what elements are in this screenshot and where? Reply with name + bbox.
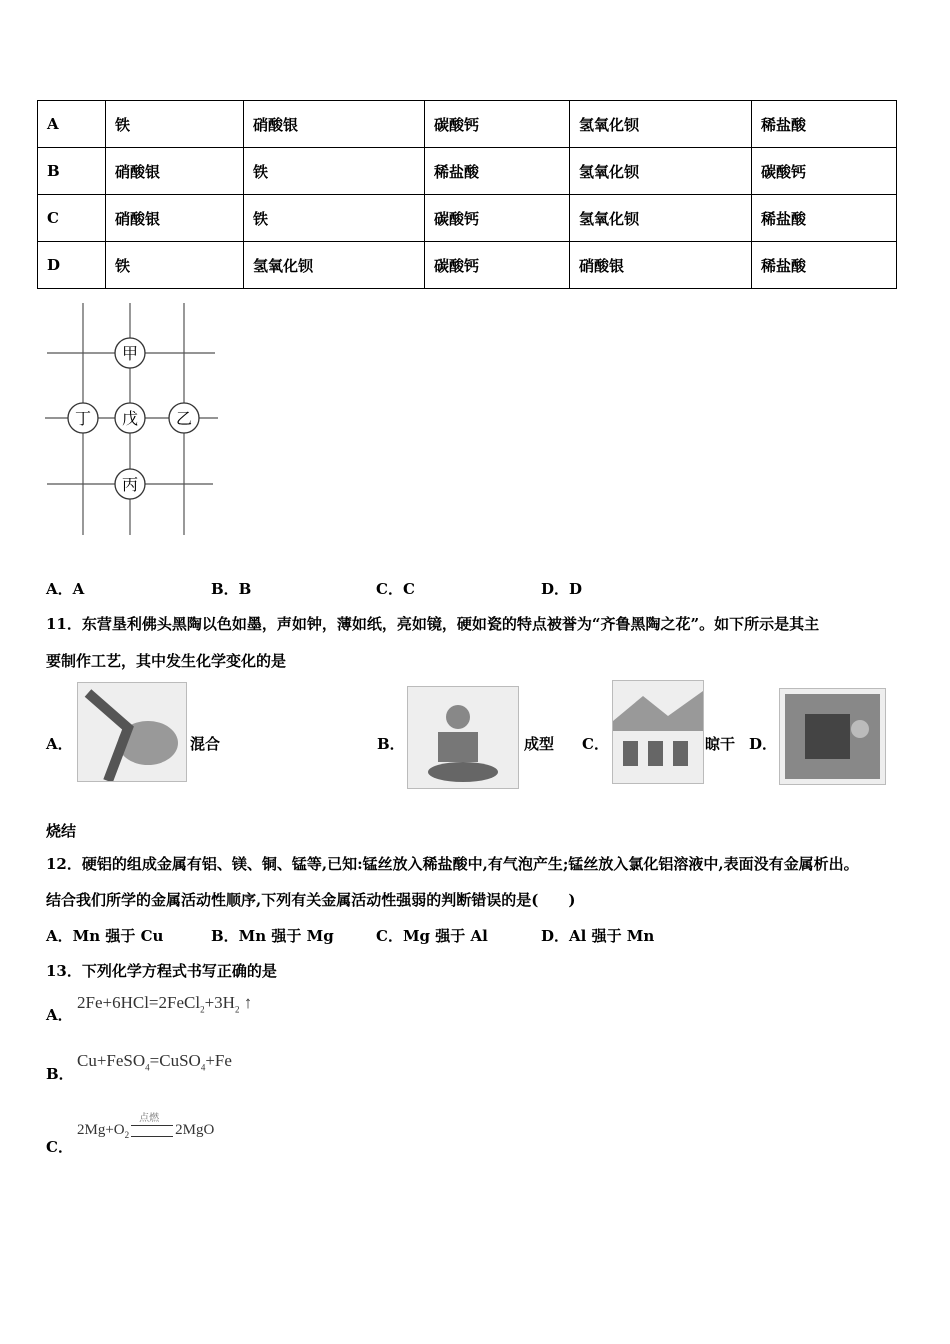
table-cell: 稀盐酸 [752, 195, 897, 242]
node-label: 戊 [121, 409, 139, 428]
table-cell: 硝酸银 [570, 242, 752, 289]
table-cell: 碳酸钙 [752, 148, 897, 195]
q11-option-a-letter[interactable]: A． [46, 735, 73, 753]
table-cell: 硝酸银 [106, 148, 244, 195]
q12-stem-line1: 12．硬铝的组成金属有铝、镁、铜、锰等,已知:锰丝放入稀盐酸中,有气泡产生;锰丝放入氯化铝溶液中,表面没有金属析出。 [46, 855, 859, 873]
q11-option-b-letter[interactable]: B． [377, 735, 405, 753]
answer-option[interactable]: D．Al 强于 Mn [541, 927, 655, 945]
pottery-shaping-image [407, 686, 519, 789]
q13-option-c-letter[interactable]: C． [46, 1138, 73, 1156]
table-cell: 稀盐酸 [425, 148, 570, 195]
row-option-label: D [38, 242, 106, 289]
answer-option[interactable]: A．A [46, 580, 85, 598]
table-cell: 稀盐酸 [752, 242, 897, 289]
table-cell: 氢氧化钡 [570, 101, 752, 148]
pottery-mixing-image [77, 682, 187, 782]
q11-option-c-label: 晾干 [705, 735, 736, 753]
answer-option[interactable]: D．D [541, 580, 583, 598]
table-cell: 稀盐酸 [752, 101, 897, 148]
row-option-label: B [38, 148, 106, 195]
answer-option[interactable]: C．C [376, 580, 415, 598]
table-cell: 碳酸钙 [425, 242, 570, 289]
q11-stem-line2: 要制作工艺，其中发生化学变化的是 [46, 652, 287, 670]
condition-label: 点燃 [139, 1112, 160, 1124]
table-cell: 铁 [106, 242, 244, 289]
table-cell: 硝酸银 [106, 195, 244, 242]
row-option-label: A [38, 101, 106, 148]
q13-equation-b: Cu+FeSO$_4$=CuSO$_4$+Fe [77, 1051, 232, 1073]
table-cell: 碳酸钙 [425, 195, 570, 242]
answer-option[interactable]: B．B [211, 580, 252, 598]
answer-option[interactable]: B．Mn 强于 Mg [211, 927, 334, 945]
reaction-grid-diagram [0, 0, 240, 545]
answer-option[interactable]: C．Mg 强于 Al [376, 927, 488, 945]
q13-option-b-letter[interactable]: B． [46, 1065, 74, 1083]
q13-equation-a: $2Fe+6HCl=2FeCl_2+3H_2$ ↑ [77, 993, 253, 1015]
q11-option-d-label: 烧结 [46, 822, 77, 840]
node-label: 丁 [74, 409, 92, 428]
q11-stem-line1: 11．东营垦利佛头黑陶以色如墨，声如钟，薄如纸，亮如镜，硬如瓷的特点被誉为“齐鲁黑陶之花”。如下所示是其主 [46, 615, 820, 633]
table-cell: 氢氧化钡 [244, 242, 425, 289]
table-cell: 碳酸钙 [425, 101, 570, 148]
pottery-firing-image [779, 688, 886, 785]
table-cell: 硝酸银 [244, 101, 425, 148]
table-cell: 氢氧化钡 [570, 148, 752, 195]
answer-option[interactable]: A．Mn 强于 Cu [46, 927, 164, 945]
q11-option-a-label: 混合 [190, 735, 221, 753]
table-cell: 氢氧化钡 [570, 195, 752, 242]
table-cell: 铁 [106, 101, 244, 148]
q11-option-b-label: 成型 [524, 735, 555, 753]
row-option-label: C [38, 195, 106, 242]
node-label: 乙 [175, 409, 193, 428]
q12-stem-line2: 结合我们所学的金属活动性顺序,下列有关金属活动性强弱的判断错误的是( ) [46, 891, 576, 909]
q11-option-c-letter[interactable]: C． [582, 735, 609, 753]
q13-option-a-letter[interactable]: A． [46, 1006, 73, 1024]
table-cell: 铁 [244, 195, 425, 242]
q11-option-d-letter[interactable]: D． [749, 735, 778, 753]
node-label: 丙 [121, 475, 139, 494]
q13-equation-c: $2Mg+O_2$ 点燃 2MgO [77, 1122, 214, 1140]
q13-stem: 13．下列化学方程式书写正确的是 [46, 962, 277, 980]
pottery-drying-image [612, 680, 704, 784]
table-cell: 铁 [244, 148, 425, 195]
node-label: 甲 [121, 344, 139, 363]
